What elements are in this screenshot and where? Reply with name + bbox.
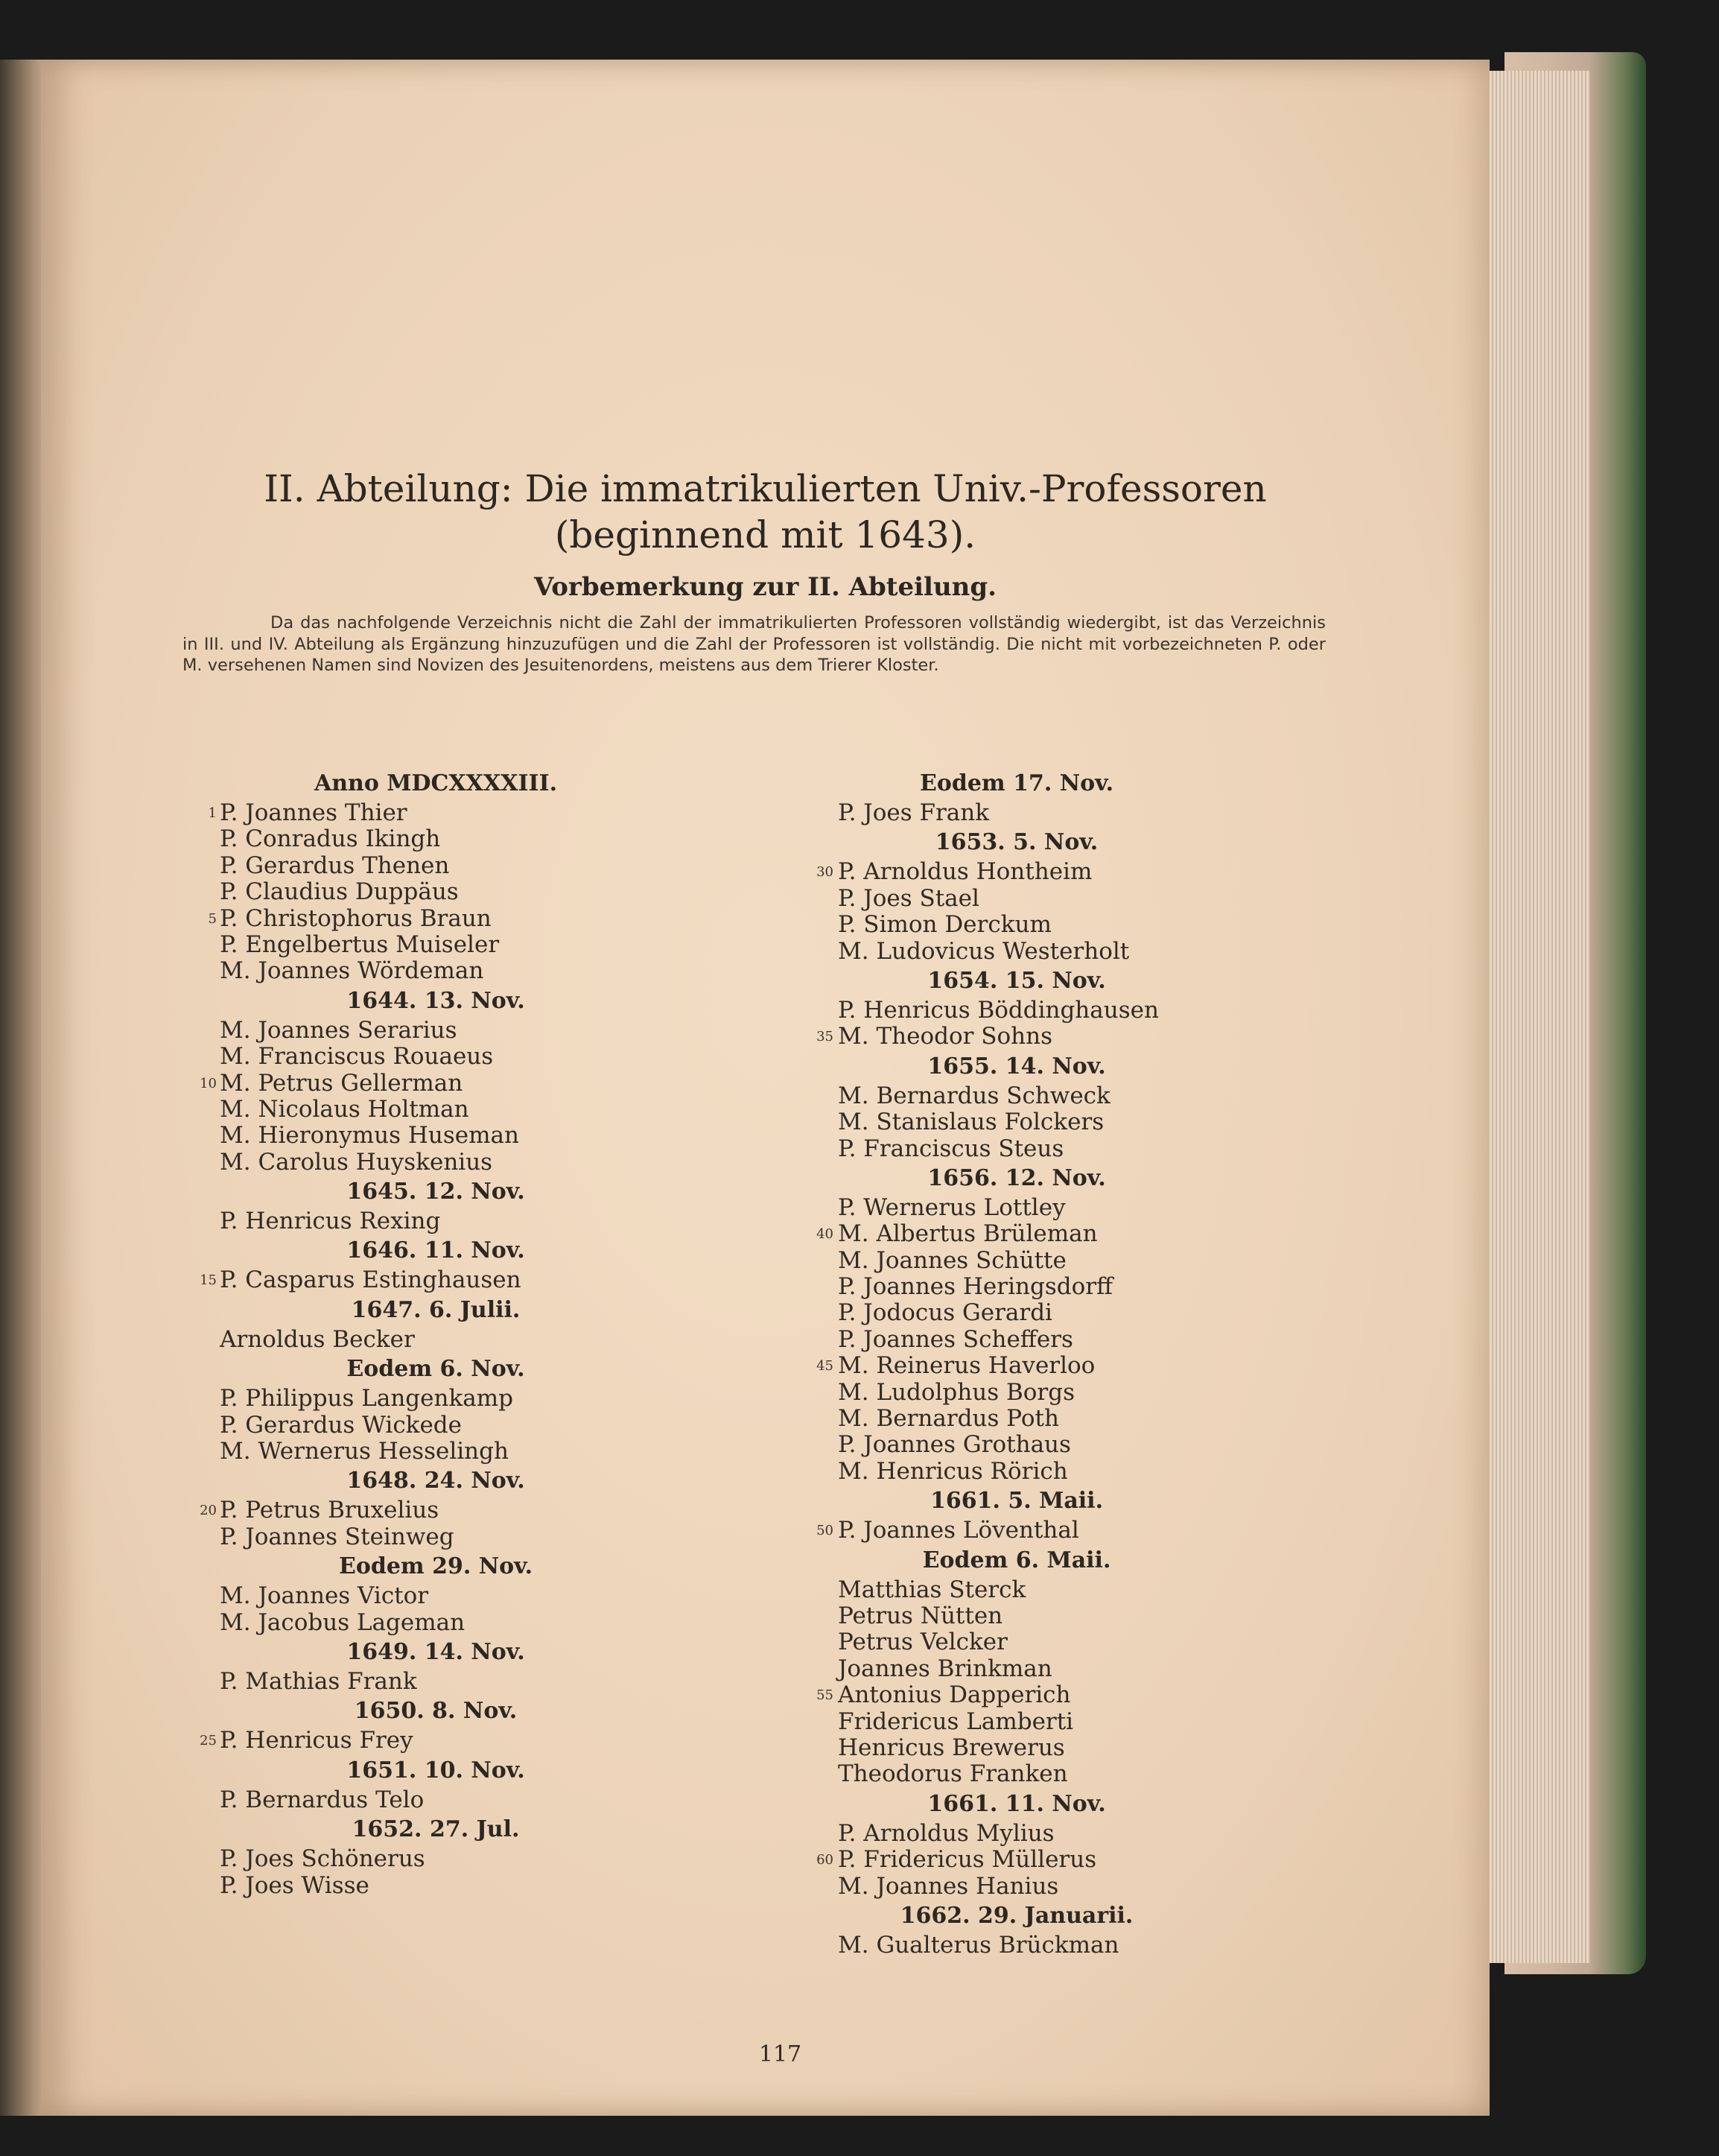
- register-entry: [145, 958, 741, 984]
- register-entry: [763, 1518, 1329, 1544]
- register-entry: [763, 800, 1329, 826]
- entry-name: M. Joannes Hanius: [838, 1872, 1059, 1900]
- entry-name: M. Franciscus Rouaeus: [220, 1043, 494, 1071]
- entry-name: M. Bernardus Poth: [838, 1405, 1059, 1433]
- entry-name: M. Joannes Wördeman: [220, 957, 484, 985]
- entry-number: 10: [200, 1075, 217, 1091]
- register-entry: [763, 1629, 1329, 1655]
- register-entry: [145, 932, 741, 958]
- register-entry: [145, 1123, 741, 1149]
- date-heading: 1646. 11. Nov.: [346, 1237, 525, 1264]
- entry-name: Antonius Dapperich: [838, 1681, 1071, 1709]
- entry-name: P. Franciscus Steus: [838, 1135, 1064, 1162]
- entry-name: P. Conradus Ikingh: [220, 825, 441, 853]
- register-entry: [145, 879, 741, 905]
- entry-name: Fridericus Lamberti: [838, 1708, 1074, 1735]
- entry-number: 55: [816, 1687, 833, 1704]
- entry-name: M. Joannes Victor: [220, 1582, 429, 1610]
- entry-number: 60: [816, 1852, 833, 1868]
- entry-name: P. Joannes Grothaus: [838, 1431, 1071, 1459]
- entry-name: P. Joannes Löventhal: [838, 1517, 1079, 1544]
- entry-number: 15: [200, 1272, 217, 1289]
- entry-number: 1: [208, 805, 217, 821]
- register-entry: [763, 1380, 1329, 1406]
- date-heading: Eodem 6. Maii.: [922, 1547, 1111, 1573]
- register-entry: [763, 1577, 1329, 1603]
- entry-name: M. Nicolaus Holtman: [220, 1095, 469, 1123]
- entry-name: P. Simon Derckum: [838, 911, 1052, 939]
- date-heading: 1654. 15. Nov.: [927, 967, 1106, 994]
- entry-name: M. Wernerus Hesselingh: [220, 1438, 509, 1465]
- book-page: [41, 60, 1490, 2116]
- register-entry: [145, 826, 741, 852]
- date-heading: Eodem 29. Nov.: [338, 1553, 533, 1580]
- date-heading: Eodem 6. Nov.: [346, 1356, 525, 1383]
- register-entry: [145, 1610, 741, 1636]
- entry-number: 5: [208, 910, 217, 927]
- entry-name: P. Joannes Heringsdorff: [838, 1273, 1113, 1301]
- entry-name: Matthias Sterck: [838, 1576, 1026, 1603]
- register-entry: [763, 1933, 1329, 1959]
- title-line-2: (beginnend mit 1643).: [554, 513, 976, 557]
- register-entry: [763, 1109, 1329, 1135]
- register-entry: [763, 1024, 1329, 1050]
- entry-name: M. Petrus Gellerman: [220, 1069, 463, 1097]
- register-entry: [763, 1327, 1329, 1353]
- entry-name: P. Christophorus Braun: [220, 904, 492, 932]
- date-heading: 1662. 29. Januarii.: [900, 1902, 1134, 1929]
- preface-heading: Vorbemerkung zur II. Abteilung.: [533, 572, 997, 602]
- entry-name: Theodorus Franken: [838, 1760, 1068, 1788]
- entry-number: 45: [816, 1358, 833, 1375]
- entry-name: P. Casparus Estinghausen: [220, 1266, 521, 1294]
- register-entry: [763, 1432, 1329, 1458]
- register-entry: [763, 1406, 1329, 1432]
- entry-name: P. Jodocus Gerardi: [838, 1299, 1052, 1327]
- entry-name: Petrus Nütten: [838, 1602, 1003, 1629]
- register-entry: [763, 1248, 1329, 1274]
- register-entry: [145, 1386, 741, 1412]
- register-entry: [145, 1018, 741, 1044]
- entry-name: M. Albertus Brüleman: [838, 1220, 1098, 1248]
- register-entry: [763, 1656, 1329, 1682]
- date-heading: Anno MDCXXXXIII.: [314, 770, 558, 796]
- register-entry: [145, 1413, 741, 1439]
- page-edges: [1478, 71, 1590, 1963]
- entry-name: Petrus Velcker: [838, 1629, 1008, 1656]
- entry-name: M. Joannes Serarius: [220, 1016, 457, 1044]
- entry-name: P. Henricus Rexing: [220, 1208, 441, 1235]
- entry-name: M. Henricus Rörich: [838, 1457, 1068, 1485]
- register-entry: [145, 1208, 741, 1234]
- entry-number: 25: [200, 1733, 217, 1749]
- register-entry: [145, 1071, 741, 1097]
- register-entry: [763, 1221, 1329, 1247]
- entry-name: P. Engelbertus Muiseler: [220, 930, 500, 958]
- entry-name: P. Joannes Scheffers: [838, 1325, 1073, 1353]
- register-entry: [763, 1682, 1329, 1708]
- entry-name: M. Hieronymus Huseman: [220, 1122, 519, 1150]
- register-entry: [145, 1728, 741, 1754]
- register-entry: [145, 1044, 741, 1070]
- entry-number: 50: [816, 1523, 833, 1539]
- entry-name: P. Arnoldus Mylius: [838, 1819, 1055, 1847]
- entry-name: M. Bernardus Schweck: [838, 1082, 1110, 1109]
- register-entry: [763, 939, 1329, 965]
- entry-name: M. Ludovicus Westerholt: [838, 937, 1130, 965]
- entry-name: M. Joannes Schütte: [838, 1246, 1067, 1274]
- register-entry: [145, 906, 741, 932]
- entry-name: P. Henricus Böddinghausen: [838, 996, 1159, 1024]
- entry-name: P. Mathias Frank: [220, 1667, 417, 1695]
- date-heading: 1648. 24. Nov.: [346, 1468, 525, 1494]
- preface-text: Da das nachfolgende Verzeichnis nicht die Zahl der immatrikulierten Professoren vollständig wiedergibt, ist das Verzeichnis in III. und IV. Abteilung als Ergänzung hinzuzufügen und die Zahl der Professoren ist vollständig. Die nicht mit vorbezeichneten P. oder M. versehenen Namen sind Novizen des Jesuitenordens, meistens aus dem Trierer Kloster.: [182, 613, 1326, 675]
- date-heading: 1649. 14. Nov.: [346, 1638, 525, 1665]
- entry-name: P. Joes Frank: [838, 799, 990, 826]
- register-entry: [145, 853, 741, 879]
- entry-name: P. Bernardus Telo: [220, 1786, 425, 1813]
- register-entry: [145, 1150, 741, 1176]
- entry-name: M. Stanislaus Folckers: [838, 1109, 1105, 1136]
- entry-name: P. Arnoldus Hontheim: [838, 858, 1093, 886]
- register-entry: [763, 1459, 1329, 1485]
- entry-name: Henricus Brewerus: [838, 1734, 1065, 1761]
- entry-name: P. Joes Wisse: [220, 1871, 369, 1899]
- register-entry: [763, 1274, 1329, 1300]
- date-heading: Eodem 17. Nov.: [919, 770, 1114, 796]
- entry-number: 35: [816, 1029, 833, 1045]
- register-entry: [763, 1300, 1329, 1326]
- entry-number: 40: [816, 1226, 833, 1243]
- date-heading: 1652. 27. Jul.: [352, 1816, 520, 1843]
- register-entry: [763, 1735, 1329, 1761]
- register-entry: [763, 1136, 1329, 1162]
- register-entry: [145, 1439, 741, 1465]
- entry-name: M. Carolus Huyskenius: [220, 1148, 493, 1176]
- left-column: [145, 767, 741, 1899]
- entry-name: P. Petrus Bruxelius: [220, 1497, 439, 1524]
- date-heading: 1661. 11. Nov.: [927, 1790, 1106, 1817]
- entry-name: M. Theodor Sohns: [838, 1023, 1053, 1050]
- date-heading: 1656. 12. Nov.: [927, 1164, 1106, 1191]
- page-number: 117: [758, 2041, 802, 2067]
- date-heading: 1655. 14. Nov.: [927, 1053, 1106, 1079]
- register-entry: [145, 1873, 741, 1899]
- register-entry: [145, 1497, 741, 1524]
- register-entry: [145, 1583, 741, 1609]
- entry-name: P. Fridericus Müllerus: [838, 1846, 1097, 1874]
- register-entry: [763, 1821, 1329, 1847]
- register-entry: [145, 1669, 741, 1695]
- register-entry: [763, 886, 1329, 912]
- register-entry: [763, 1083, 1329, 1109]
- register-entry: [763, 1353, 1329, 1379]
- register-entry: [145, 1267, 741, 1293]
- entry-number: 20: [200, 1503, 217, 1519]
- register-entry: [763, 859, 1329, 885]
- entry-name: M. Ludolphus Borgs: [838, 1378, 1075, 1406]
- entry-name: P. Claudius Duppäus: [220, 878, 459, 906]
- entry-name: P. Gerardus Thenen: [220, 852, 450, 879]
- entry-name: P. Gerardus Wickede: [220, 1411, 463, 1439]
- register-entry: [763, 998, 1329, 1024]
- date-heading: 1647. 6. Julii.: [351, 1296, 521, 1323]
- register-entry: [763, 1847, 1329, 1873]
- register-entry: [763, 1874, 1329, 1900]
- register-entry: [145, 1846, 741, 1872]
- right-column: [763, 767, 1329, 1959]
- register-entry: [763, 912, 1329, 938]
- section-title: [41, 466, 1490, 558]
- entry-name: P. Joannes Steinweg: [220, 1523, 454, 1550]
- entry-name: M. Gualterus Brückman: [838, 1931, 1119, 1959]
- register-entry: [145, 1787, 741, 1813]
- entry-number: 30: [816, 864, 833, 881]
- register-entry: [763, 1195, 1329, 1221]
- register-entry: [145, 800, 741, 826]
- entry-name: P. Joes Stael: [838, 884, 979, 912]
- title-line-1: II. Abteilung: Die immatrikulierten Univ.-Professoren: [264, 467, 1267, 510]
- date-heading: 1644. 13. Nov.: [346, 987, 525, 1014]
- date-heading: 1653. 5. Nov.: [935, 829, 1099, 856]
- entry-name: P. Joes Schönerus: [220, 1845, 425, 1873]
- register-entry: [763, 1603, 1329, 1629]
- entry-name: M. Reinerus Haverloo: [838, 1352, 1096, 1380]
- register-entry: [763, 1761, 1329, 1787]
- date-heading: 1650. 8. Nov.: [354, 1698, 518, 1725]
- date-heading: 1651. 10. Nov.: [346, 1757, 525, 1784]
- entry-name: P. Philippus Langenkamp: [220, 1385, 513, 1413]
- entry-name: M. Jacobus Lageman: [220, 1608, 466, 1636]
- entry-name: Joannes Brinkman: [838, 1655, 1052, 1682]
- entry-name: P. Wernerus Lottley: [838, 1193, 1066, 1221]
- register-entry: [145, 1097, 741, 1123]
- entry-name: P. Henricus Frey: [220, 1727, 413, 1754]
- register-entry: [145, 1327, 741, 1353]
- register-entry: [763, 1709, 1329, 1735]
- date-heading: 1645. 12. Nov.: [346, 1179, 525, 1205]
- register-entry: [145, 1524, 741, 1550]
- date-heading: 1661. 5. Maii.: [930, 1488, 1104, 1515]
- entry-name: Arnoldus Becker: [220, 1325, 415, 1353]
- entry-name: P. Joannes Thier: [220, 799, 407, 826]
